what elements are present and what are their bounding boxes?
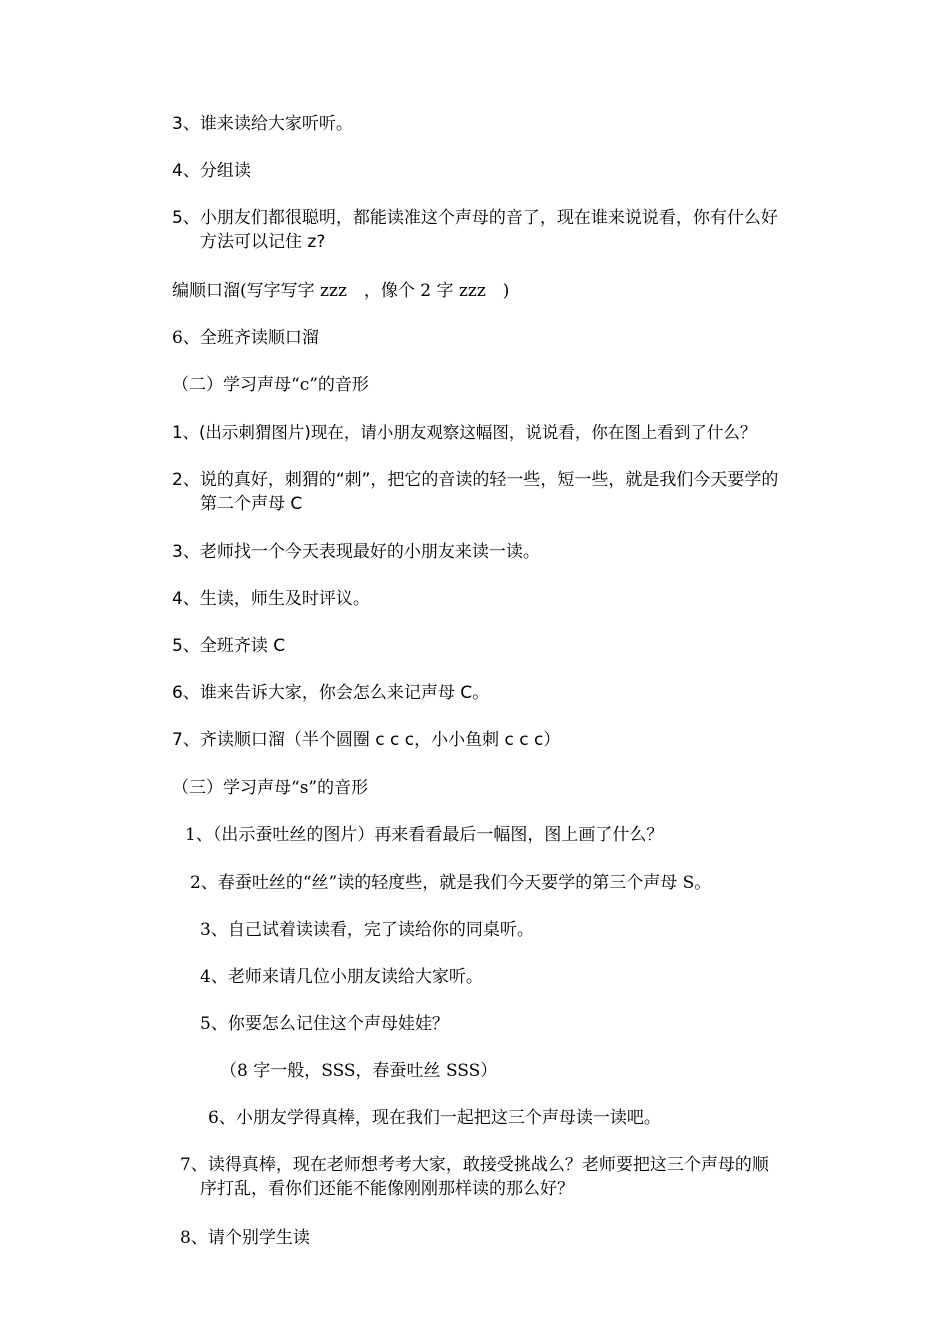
paragraph: 8、请个别学生读 — [180, 1228, 310, 1248]
paragraph-line: 方法可以记住 z? — [200, 232, 326, 252]
paragraph — [180, 1153, 860, 1201]
paragraph: 3、自己试着读读看，完了读给你的同桌听。 — [200, 920, 534, 940]
paragraph: 编顺口溜(写字写字 zzz ，像个 2 字 zzz ) — [172, 281, 510, 301]
paragraph-line: 序打乱，看你们还能不能像刚刚那样读的那么好？ — [200, 1179, 574, 1199]
section-heading: （三）学习声母“s”的音形 — [172, 778, 369, 798]
paragraph: 4、分组读 — [172, 161, 251, 181]
paragraph: 2、春蚕吐丝的“丝”读的轻度些，就是我们今天要学的第三个声母 S。 — [190, 873, 712, 893]
paragraph — [172, 206, 852, 254]
paragraph: 4、老师来请几位小朋友读给大家听。 — [200, 967, 483, 987]
paragraph: 3、谁来读给大家听听。 — [172, 114, 353, 134]
paragraph: 3、老师找一个今天表现最好的小朋友来读一读。 — [172, 542, 540, 562]
paragraph: 6、谁来告诉大家，你会怎么来记声母 C。 — [172, 683, 490, 703]
paragraph — [172, 468, 852, 516]
paragraph: 6、小朋友学得真棒，现在我们一起把这三个声母读一读吧。 — [208, 1108, 661, 1128]
section-heading: （二）学习声母“c”的音形 — [172, 375, 369, 395]
paragraph-line: 2、说的真好，刺猬的“刺”，把它的音读的轻一些，短一些，就是我们今天要学的 — [172, 470, 779, 490]
paragraph: 5、你要怎么记住这个声母娃娃？ — [200, 1014, 449, 1034]
paragraph: 4、生读，师生及时评议。 — [172, 589, 370, 609]
paragraph: 1、（出示蚕吐丝的图片）再来看看最后一幅图，图上画了什么？ — [185, 825, 664, 845]
paragraph-line: 7、读得真棒，现在老师想考考大家，敢接受挑战么？老师要把这三个声母的顺 — [180, 1155, 769, 1175]
paragraph: 6、全班齐读顺口溜 — [172, 328, 319, 348]
paragraph-line: 5、小朋友们都很聪明，都能读准这个声母的音了，现在谁来说说看，你有什么好 — [172, 208, 778, 228]
paragraph: 5、全班齐读 C — [172, 636, 286, 656]
paragraph: （8 字一般，SSS，春蚕吐丝 SSS） — [220, 1061, 498, 1081]
paragraph-line: 第二个声母 C — [200, 494, 303, 514]
paragraph: 1、(出示刺猬图片)现在，请小朋友观察这幅图，说说看，你在图上看到了什么？ — [172, 423, 757, 442]
paragraph: 7、齐读顺口溜（半个圆圈 c c c，小小鱼刺 c c c） — [172, 730, 561, 750]
